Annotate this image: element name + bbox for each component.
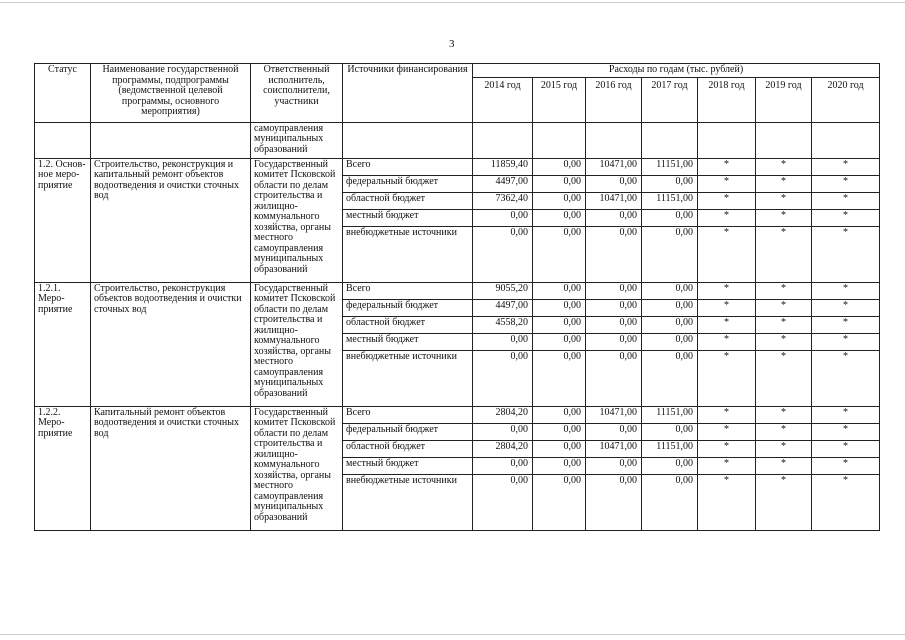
block-responsible: Государственный комитет Псковской области по делам строительства и жилищно-коммунального хозяйства, органы местного самоуправления муниципальных образований — [251, 282, 343, 406]
value-cell: * — [698, 299, 756, 316]
value-cell: * — [698, 192, 756, 209]
header-year: 2017 год — [642, 77, 698, 122]
value-cell: 0,00 — [586, 299, 642, 316]
value-cell: 11151,00 — [642, 158, 698, 175]
value-cell: * — [698, 423, 756, 440]
header-year: 2015 год — [533, 77, 586, 122]
value-cell: * — [812, 457, 880, 474]
value-cell: * — [698, 175, 756, 192]
value-cell: 7362,40 — [473, 192, 533, 209]
page-number: 3 — [449, 38, 455, 50]
value-cell: * — [756, 192, 812, 209]
value-cell: 0,00 — [642, 316, 698, 333]
funding-source: федеральный бюджет — [343, 299, 473, 316]
value-cell: 0,00 — [533, 316, 586, 333]
funding-source: местный бюджет — [343, 333, 473, 350]
value-cell: 0,00 — [473, 350, 533, 406]
value-cell: 0,00 — [533, 282, 586, 299]
value-cell: 0,00 — [642, 350, 698, 406]
value-cell: 0,00 — [533, 350, 586, 406]
header-status: Статус — [35, 64, 91, 123]
value-cell: 0,00 — [586, 226, 642, 282]
value-cell: * — [812, 333, 880, 350]
value-cell: * — [756, 209, 812, 226]
value-cell: * — [756, 299, 812, 316]
value-cell: 0,00 — [642, 423, 698, 440]
value-cell: 0,00 — [586, 175, 642, 192]
table-row — [35, 406, 880, 423]
value-cell: * — [698, 282, 756, 299]
block-status: 1.2. Основ-ное меро-приятие — [35, 158, 91, 282]
scan-artifact-bottom — [0, 634, 905, 635]
value-cell: * — [756, 282, 812, 299]
value-cell: * — [698, 457, 756, 474]
funding-source: местный бюджет — [343, 457, 473, 474]
value-cell: 0,00 — [533, 158, 586, 175]
value-cell: 4558,20 — [473, 316, 533, 333]
funding-source: Всего — [343, 406, 473, 423]
funding-source: федеральный бюджет — [343, 423, 473, 440]
value-cell: * — [756, 474, 812, 530]
value-cell: 0,00 — [533, 209, 586, 226]
funding-source: Всего — [343, 158, 473, 175]
value-cell: 2804,20 — [473, 440, 533, 457]
header-year: 2019 год — [756, 77, 812, 122]
header-year: 2016 год — [586, 77, 642, 122]
value-cell: * — [698, 440, 756, 457]
value-cell: 11859,40 — [473, 158, 533, 175]
value-cell: 0,00 — [473, 333, 533, 350]
value-cell: 0,00 — [586, 423, 642, 440]
value-cell: * — [756, 440, 812, 457]
value-cell: * — [756, 457, 812, 474]
value-cell: 0,00 — [473, 457, 533, 474]
funding-source: областной бюджет — [343, 440, 473, 457]
value-cell: 0,00 — [533, 457, 586, 474]
value-cell: 10471,00 — [586, 406, 642, 423]
value-cell: 0,00 — [533, 406, 586, 423]
block-name: Строительство, реконструкция и капитальный ремонт объектов водоотведения и очистки сточных вод — [91, 158, 251, 282]
header-sources: Источники финансирования — [343, 64, 473, 123]
value-cell: 0,00 — [642, 457, 698, 474]
value-cell: 0,00 — [586, 333, 642, 350]
header-year: 2018 год — [698, 77, 756, 122]
value-cell: * — [756, 423, 812, 440]
table-row — [35, 158, 880, 175]
value-cell: 0,00 — [473, 226, 533, 282]
funding-table — [34, 63, 880, 531]
value-cell: 0,00 — [586, 316, 642, 333]
value-cell: 0,00 — [473, 209, 533, 226]
block-status: 1.2.1. Меро-приятие — [35, 282, 91, 406]
value-cell: 0,00 — [533, 333, 586, 350]
header-year: 2020 год — [812, 77, 880, 122]
value-cell: * — [756, 406, 812, 423]
value-cell: 0,00 — [533, 474, 586, 530]
value-cell: * — [812, 423, 880, 440]
value-cell: 0,00 — [473, 423, 533, 440]
value-cell: * — [812, 299, 880, 316]
header-year: 2014 год — [473, 77, 533, 122]
value-cell: 0,00 — [642, 474, 698, 530]
value-cell: * — [812, 440, 880, 457]
value-cell: 10471,00 — [586, 158, 642, 175]
value-cell: * — [698, 226, 756, 282]
block-status: 1.2.2. Меро-приятие — [35, 406, 91, 530]
value-cell: 11151,00 — [642, 192, 698, 209]
value-cell: * — [698, 158, 756, 175]
value-cell: 11151,00 — [642, 440, 698, 457]
value-cell: 0,00 — [533, 226, 586, 282]
funding-source: федеральный бюджет — [343, 175, 473, 192]
value-cell: 0,00 — [642, 299, 698, 316]
value-cell: * — [812, 209, 880, 226]
funding-source: внебюджетные источники — [343, 350, 473, 406]
funding-source: Всего — [343, 282, 473, 299]
value-cell: 0,00 — [586, 350, 642, 406]
continuation-row — [35, 122, 880, 158]
value-cell: 0,00 — [533, 192, 586, 209]
value-cell: 0,00 — [473, 474, 533, 530]
value-cell: 4497,00 — [473, 175, 533, 192]
header-responsible: Ответственный исполнитель, соисполнители, участники — [251, 64, 343, 123]
value-cell: * — [698, 474, 756, 530]
value-cell: * — [812, 158, 880, 175]
table-row — [35, 282, 880, 299]
value-cell: * — [812, 192, 880, 209]
value-cell: * — [812, 350, 880, 406]
value-cell: 0,00 — [586, 474, 642, 530]
header-expenses: Расходы по годам (тыс. рублей) — [473, 64, 880, 78]
block-name: Строительство, реконструкция объектов водоотведения и очистки сточных вод — [91, 282, 251, 406]
funding-source: внебюджетные источники — [343, 226, 473, 282]
funding-source: областной бюджет — [343, 192, 473, 209]
value-cell: 2804,20 — [473, 406, 533, 423]
value-cell: 0,00 — [533, 423, 586, 440]
funding-source: местный бюджет — [343, 209, 473, 226]
value-cell: 0,00 — [642, 333, 698, 350]
value-cell: * — [698, 406, 756, 423]
value-cell: * — [756, 316, 812, 333]
value-cell: * — [756, 175, 812, 192]
value-cell: * — [812, 316, 880, 333]
value-cell: * — [698, 316, 756, 333]
value-cell: 0,00 — [586, 209, 642, 226]
continuation-text: самоуправления муниципальных образований — [251, 122, 343, 158]
value-cell: 0,00 — [586, 457, 642, 474]
block-name: Капитальный ремонт объектов водоотведения и очистки сточных вод — [91, 406, 251, 530]
value-cell: * — [812, 406, 880, 423]
value-cell: 0,00 — [642, 175, 698, 192]
value-cell: 0,00 — [533, 440, 586, 457]
value-cell: * — [756, 226, 812, 282]
value-cell: 4497,00 — [473, 299, 533, 316]
value-cell: 0,00 — [533, 175, 586, 192]
value-cell: * — [756, 350, 812, 406]
value-cell: 0,00 — [586, 282, 642, 299]
value-cell: 11151,00 — [642, 406, 698, 423]
value-cell: * — [812, 282, 880, 299]
value-cell: * — [812, 175, 880, 192]
value-cell: * — [756, 158, 812, 175]
value-cell: 9055,20 — [473, 282, 533, 299]
value-cell: 0,00 — [642, 282, 698, 299]
value-cell: * — [698, 333, 756, 350]
value-cell: 10471,00 — [586, 192, 642, 209]
scan-artifact-top — [0, 2, 905, 3]
value-cell: 0,00 — [642, 226, 698, 282]
value-cell: * — [812, 474, 880, 530]
value-cell: * — [698, 209, 756, 226]
value-cell: * — [756, 333, 812, 350]
value-cell: * — [812, 226, 880, 282]
value-cell: 10471,00 — [586, 440, 642, 457]
header-name: Наименование государственной программы, подпрограммы (ведомственной целевой программы, основного мероприятия) — [91, 64, 251, 123]
value-cell: 0,00 — [533, 299, 586, 316]
block-responsible: Государственный комитет Псковской области по делам строительства и жилищно-коммунального хозяйства, органы местного самоуправления муниципальных образований — [251, 406, 343, 530]
block-responsible: Государственный комитет Псковской области по делам строительства и жилищно-коммунального хозяйства, органы местного самоуправления муниципальных образований — [251, 158, 343, 282]
funding-source: областной бюджет — [343, 316, 473, 333]
funding-source: внебюджетные источники — [343, 474, 473, 530]
value-cell: 0,00 — [642, 209, 698, 226]
value-cell: * — [698, 350, 756, 406]
